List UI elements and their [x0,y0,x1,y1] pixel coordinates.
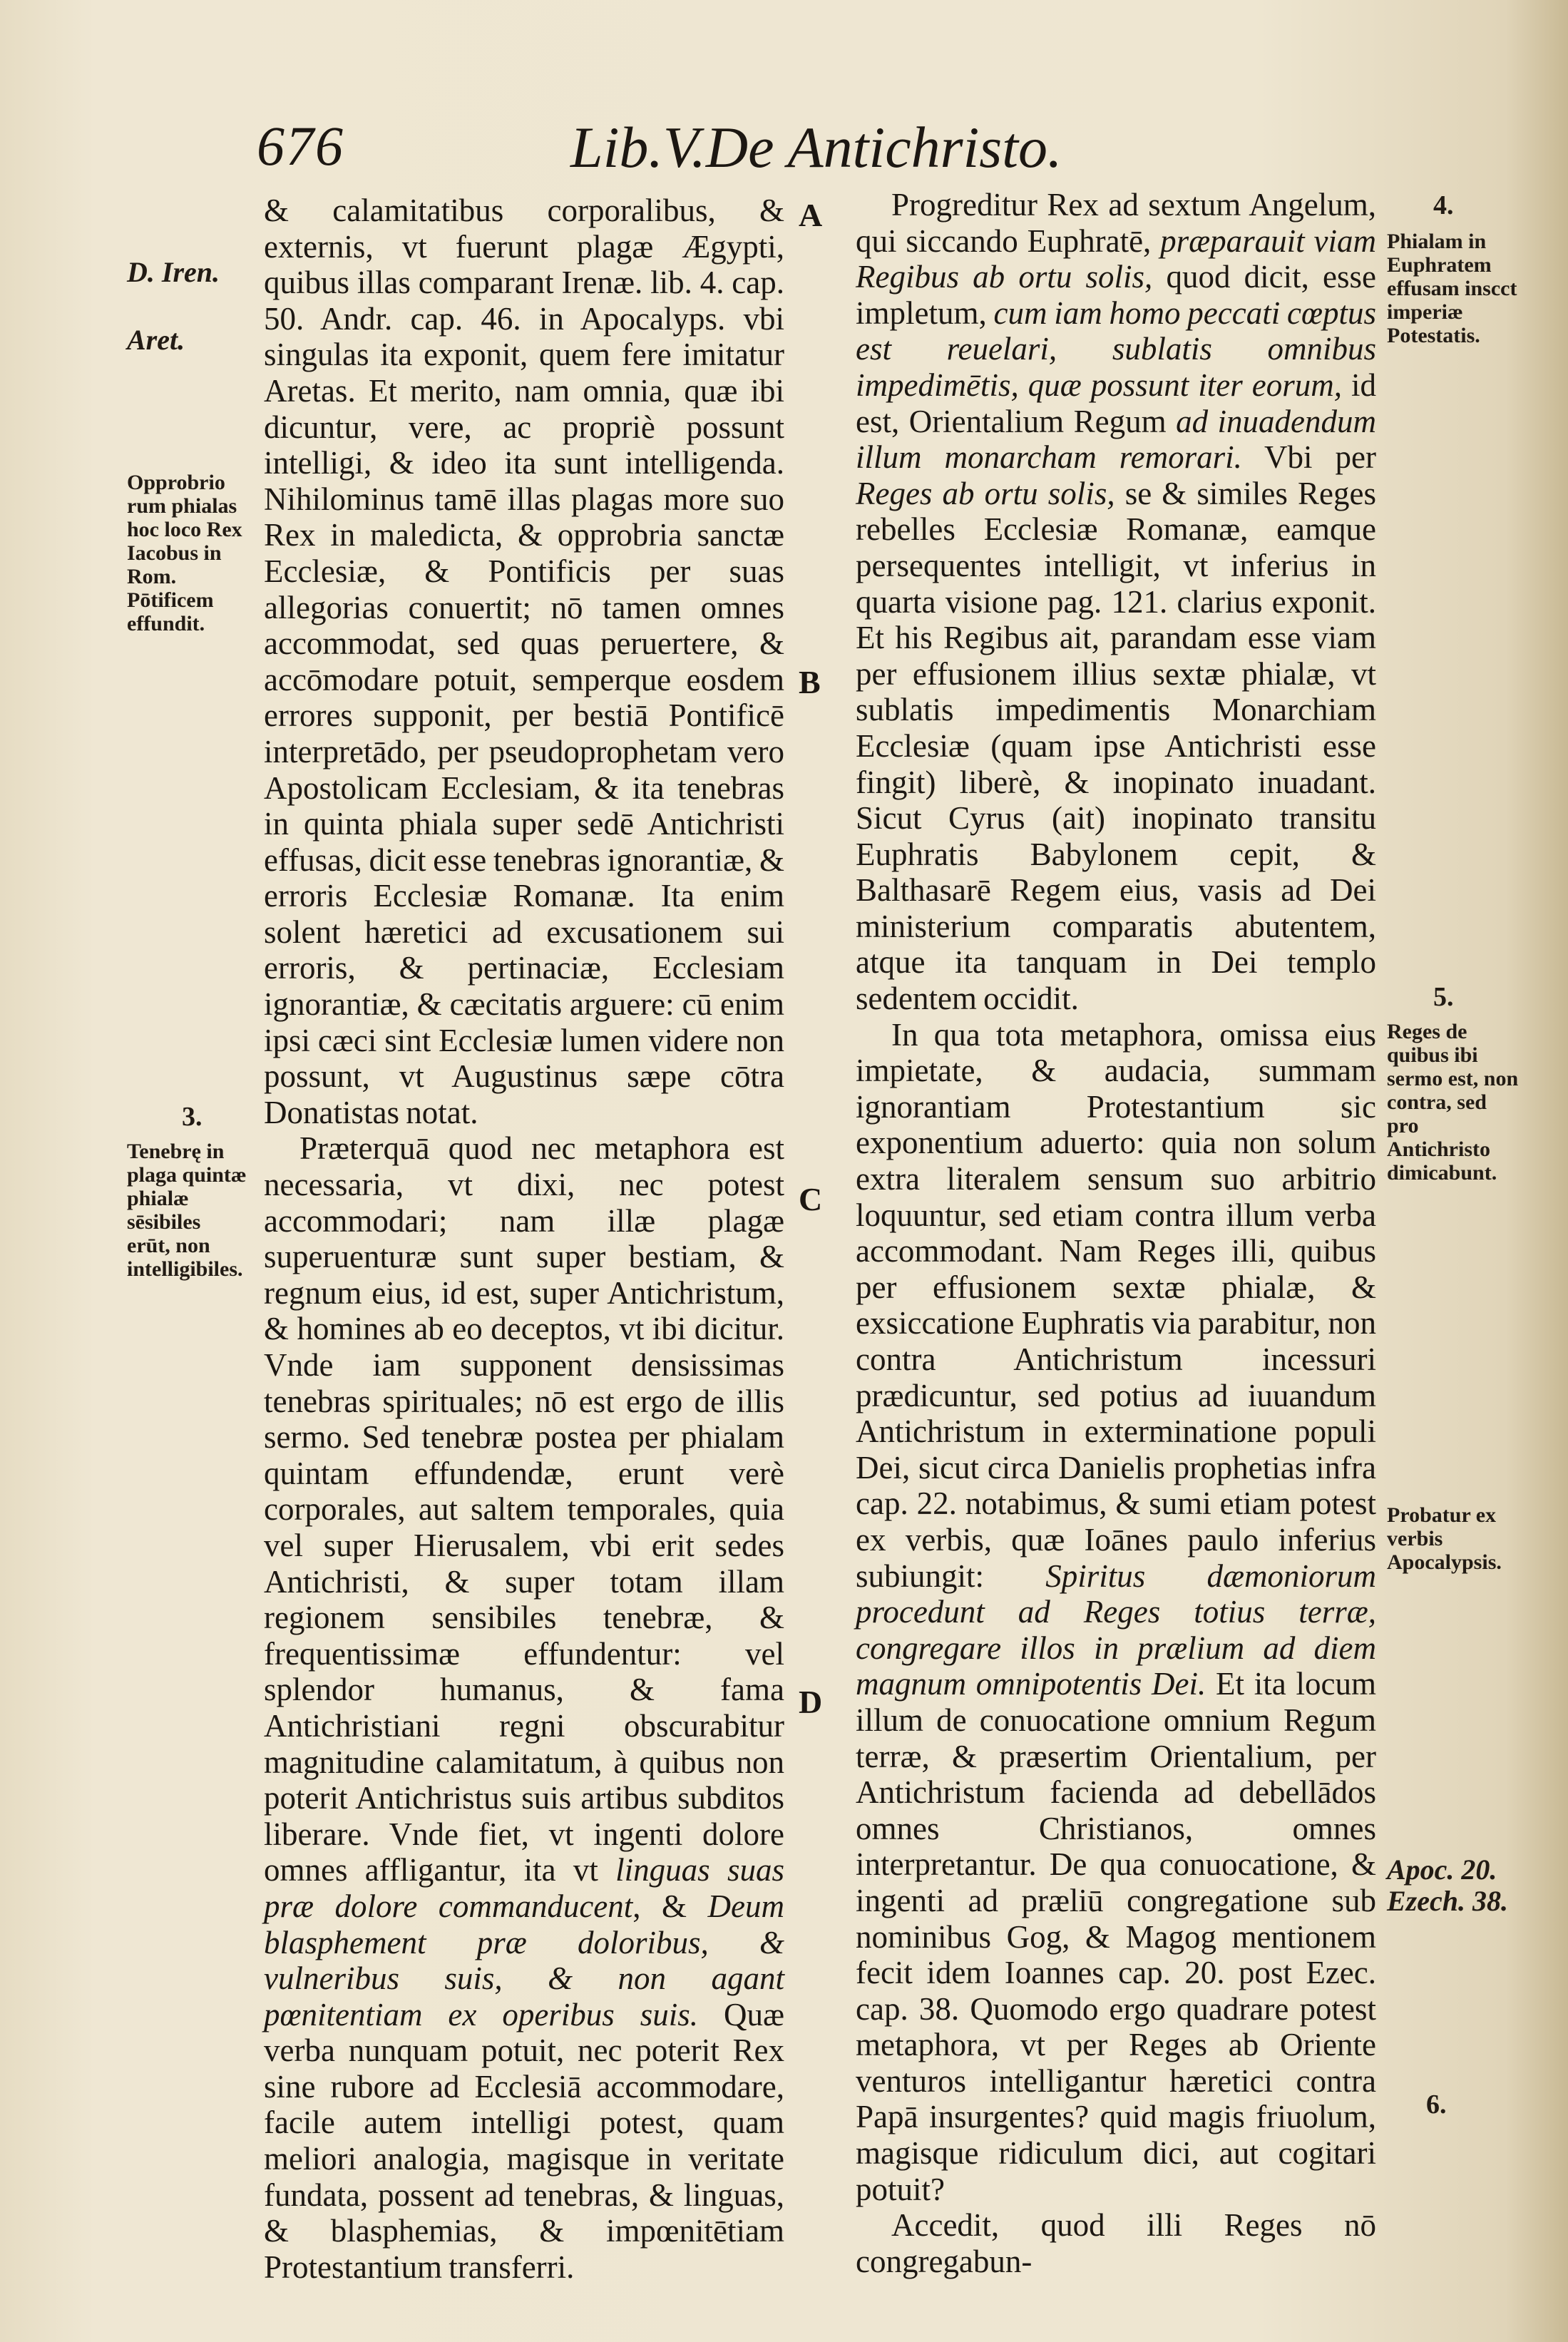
margin-note-reges: Reges de quibus ibi sermo est, non contra, sed pro Antichristo dimicabunt. [1387,1020,1519,1185]
left-column [264,193,784,2285]
margin-note-number-3: 3. [182,1102,203,1132]
italic-quote: cum iam homo peccati cœptus est reuelari, sublatis omnibus impedimētis, quæ possunt iter eorum, [856,295,1376,403]
margin-note-number-6: 6. [1426,2090,1447,2119]
section-letter-b: B [799,664,821,700]
text-run: , & [632,1888,708,1924]
italic-quote: præparauit viam Regibus ab ortu solis, [856,223,1376,295]
section-letter-a: A [799,197,823,233]
left-paragraph-2 [264,1130,784,2285]
section-letter-d: D [799,1684,823,1720]
italic-quote: ad inuadendum illum monarcham remorari. [856,403,1376,476]
italic-quote: Deum blasphement præ doloribus, & vulneribus suis, & non agant pœnitentiam ex operibus suis. [264,1888,784,2032]
margin-note-number-5: 5. [1433,982,1454,1012]
text-run: id est, Orientalium Regum [856,367,1376,439]
text-run: quod dicit, esse impletum, [856,259,1376,331]
text-run: Et ita locum illum de conuocatione omnium Regum terræ, & præsertim Orientalium, per Antichristum facienda ad debellādos omnes Christianos, omnes interpretantur. De qua conuocatione, & ingenti ad præliū congregatione sub nominibus Gog, & Magog mentionem fecit idem Ioannes cap. 20. post Ezec. cap. 38. Quomodo ergo quadrare potest metaphora, vt per Reges ab Oriente venturos intelligantur hæretici contra Papā insurgentes? quid magis friuolum, magisque ridiculum dici, aut cogitari potuit? [856,1666,1376,2207]
margin-note-probatur: Probatur ex verbis Apocalypsis. [1387,1503,1502,1574]
left-paragraph-1: & calamitatibus corporalibus, & externis, vt fuerunt plagæ Ægypti, quibus illas comparant Irenæ. lib. 4. cap. 50. Andr. cap. 46. in Apocalyps. vbi singulas ita exponit, quem fere imitatur Aretas. Et merito, nam omnia, quæ ibi dicuntur, vere, ac propriè possunt intelligi, & ideo ita sunt intelligenda. Nihilominus tamē illas plagas more suo Rex in maledicta, & opprobria sanctæ Ecclesiæ, & Pontificis per suas allegorias conuertit; nō tamen omnes accommodat, sed quas peruertere, & accōmodare potuit, semperque eosdem errores supponit, per bestiā Pontificē interpretādo, per pseudoprophetam vero Apostolicam Ecclesiam, & ita tenebras in quinta phiala super sedē Antichristi effusas, dicit esse tenebras ignorantiæ, & erroris Ecclesiæ Romanæ. Ita enim solent hæretici ad excusationem sui erroris, & pertinaciæ, Ecclesiam ignorantiæ, & cæcitatis arguere: cū enim ipsi cæci sint Ecclesiæ lumen videre non possunt, vt Augustinus sæpe cōtra Donatistas notat. [264,193,784,1130]
right-paragraph-3: Accedit, quod illi Reges nō congregabun- [856,2207,1376,2279]
margin-note-tenebrae: Tenebrę in plaga quintæ phialæ sēsibiles erūt, non intelligibiles. [127,1140,247,1281]
running-title: Lib.V.De Antichristo. [570,115,1062,180]
italic-quote: Reges ab ortu solis, [856,475,1115,511]
page-number: 676 [257,115,344,177]
section-letter-c: C [799,1181,823,1217]
right-column [856,187,1376,2279]
italic-quote: Spiritus dæmoniorum procedunt ad Reges totius terræ, congregare illos in prælium ad diem magnum omnipotentis Dei. [856,1558,1376,1702]
text-run: Quæ verba nunquam potuit, nec poterit Rex sine rubore ad Ecclesiā accommodare, facile autem intelligi potest, quam meliori analogia, magisque in veritate fundata, possent ad tenebras, & linguas, & blasphemias, & impœnitētiam Protestantium transferri. [264,1996,785,2285]
margin-note-phialam: Phialam in Euphratem effusam inscct imperiæ Potestatis. [1387,230,1517,347]
text-run: In qua tota metaphora, omissa eius impietate, & audacia, summam ignorantiam Protestantium sic exponentium aduerto: quia non solum extra literalem sensum suo arbitrio loquuntur, sed etiam contra illum verba accommodant. Nam Reges illi, quibus per effusionem sextæ phialæ, & exsiccatione Euphratis via parabitur, non contra Antichristum incessuri prædicuntur, sed potius ad iuuandum Antichristum in exterminatione populi Dei, sicut circa Danielis prophetias infra cap. 22. notabimus, & sumi etiam potest ex verbis, quæ Ioānes paulo inferius subiungit: [856,1016,1376,1594]
margin-note-number-4: 4. [1433,190,1454,220]
right-paragraph-2 [856,1017,1376,2208]
margin-note-aretas: Aret. [127,324,185,356]
margin-note-opprobria: Opprobrio rum phialas hoc loco Rex Iacobus in Rom. Pōtificem effundit. [127,471,242,635]
margin-note-apoc-ezech: Apoc. 20. Ezech. 38. [1387,1853,1508,1917]
italic-quote: linguas suas præ dolore commanducent [264,1852,785,1924]
text-run: Vbi per [1241,439,1376,476]
page-header [257,114,1326,180]
text-run: Præterquā quod nec metaphora est necessaria, vt dixi, nec potest accommodari; nam illæ plagæ superuenturæ sunt super bestiam, & regnum eius, id est, super Antichristum, & homines ab eo deceptos, vt ibi dicitur. Vnde iam supponent densissimas tenebras spirituales; nō est ergo de illis sermo. Sed tenebræ postea per phialam quintam effundendæ, erunt verè corporales, aut saltem temporales, quia vel super Hierusalem, vbi erit sedes Antichristi, & super totam illam regionem sensibiles tenebræ, & frequentissimæ effundentur: vel splendor humanus, & fama Antichristiani regni obscurabitur magnitudine calamitatum, à quibus non poterit Antichristus suis artibus subditos liberare. Vnde fiet, vt ingenti dolore omnes affligantur, ita vt [264,1130,784,1888]
text-run: Progreditur Rex ad sextum Angelum, qui siccando Euphratē, [856,187,1376,259]
text-run: se & similes Reges rebelles Ecclesiæ Romanæ, eamque persequentes intelligit, vt inferius in quarta visione pag. 121. clarius exponit. Et his Regibus ait, parandam esse viam per effusionem illius sextæ phialæ, vt sublatis impedimentis Monarchiam Ecclesiæ (quam ipse Antichristi esse fingit) liberè, & inopinato inuadant. Sicut Cyrus (ait) inopinato transitu Euphratis Babylonem cepit, & Balthasarē Regem eius, vasis ad Dei ministerium comparatis abutentem, atque ita tanquam in Dei templo sedentem occidit. [856,475,1376,1017]
margin-note-irenaeus: D. Iren. [127,256,220,288]
right-paragraph-1 [856,187,1376,1017]
